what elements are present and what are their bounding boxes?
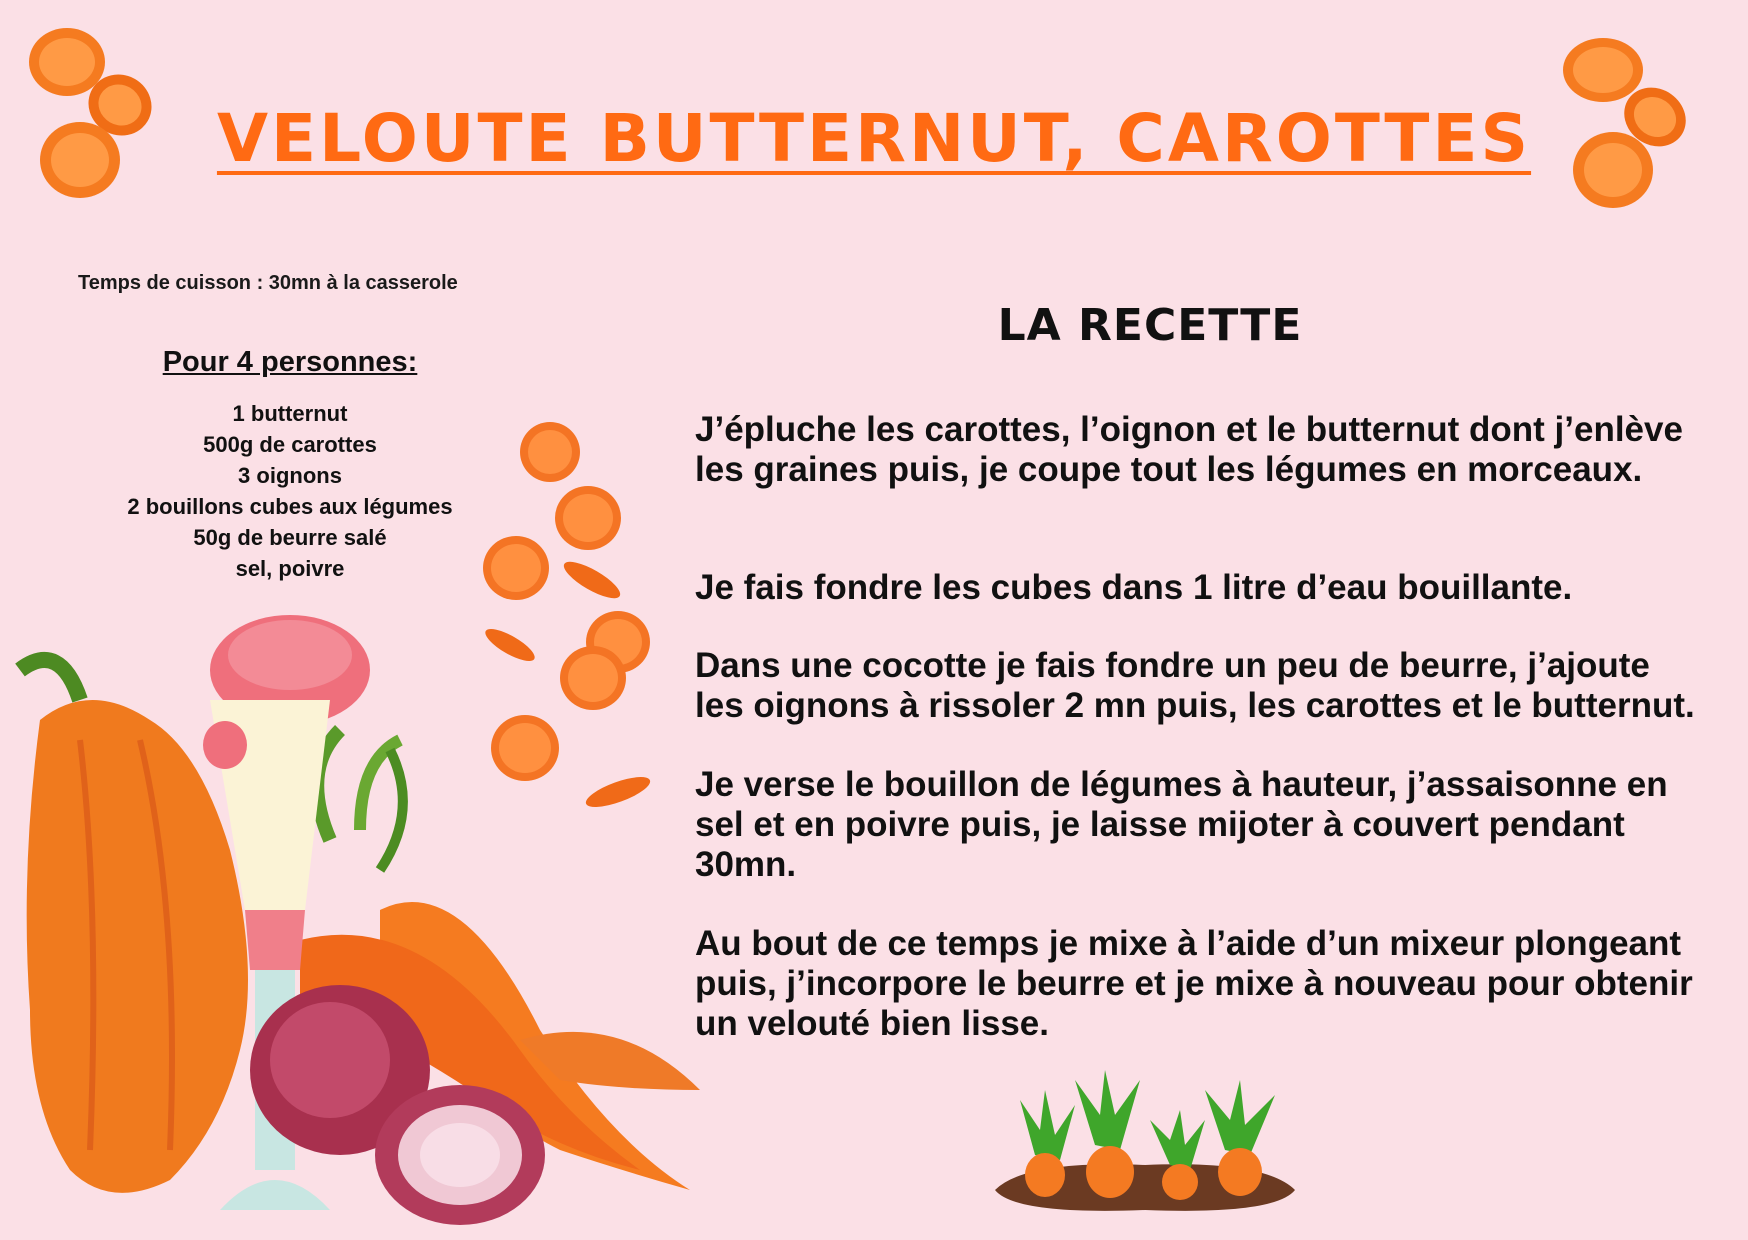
recipe-heading: LA RECETTE <box>997 300 1303 351</box>
servings-heading: Pour 4 personnes: <box>162 346 418 378</box>
recipe-step: Dans une cocotte je fais fondre un peu de beurre, j’ajoute les oignons à rissoler 2 mn puis, les carottes et le butternut. <box>695 646 1695 725</box>
recipe-step: Au bout de ce temps je mixe à l’aide d’un mixeur plongeant puis, j’incorpore le beurre et je mixe à nouveau pour obtenir un velouté bien lisse. <box>695 924 1693 1043</box>
carrots-in-soil-icon <box>985 1060 1305 1220</box>
ingredient-item: 2 bouillons cubes aux légumes <box>127 494 453 519</box>
cook-time: Temps de cuisson : 30mn à la casserole <box>78 272 458 294</box>
ingredient-item: 1 butternut <box>232 401 348 426</box>
recipe-step: Je verse le bouillon de légumes à hauteur, j’assaisonne en sel et en poivre puis, je laisse mijoter à couvert pendant 30mn. <box>695 765 1668 884</box>
ingredient-item: sel, poivre <box>235 556 345 581</box>
vegetables-illustration <box>0 610 720 1240</box>
ingredient-item: 50g de beurre salé <box>193 525 387 550</box>
ingredient-item: 500g de carottes <box>203 432 377 457</box>
ingredient-item: 3 oignons <box>238 463 342 488</box>
recipe-step: J’épluche les carottes, l’oignon et le butternut dont j’enlève les graines puis, je coupe tout les légumes en morceaux. <box>695 410 1683 489</box>
ingredient-list <box>60 398 520 584</box>
recipe-step: Je fais fondre les cubes dans 1 litre d’eau bouillante. <box>695 568 1573 607</box>
page-title: VELOUTE BUTTERNUT, CAROTTES <box>216 100 1532 177</box>
